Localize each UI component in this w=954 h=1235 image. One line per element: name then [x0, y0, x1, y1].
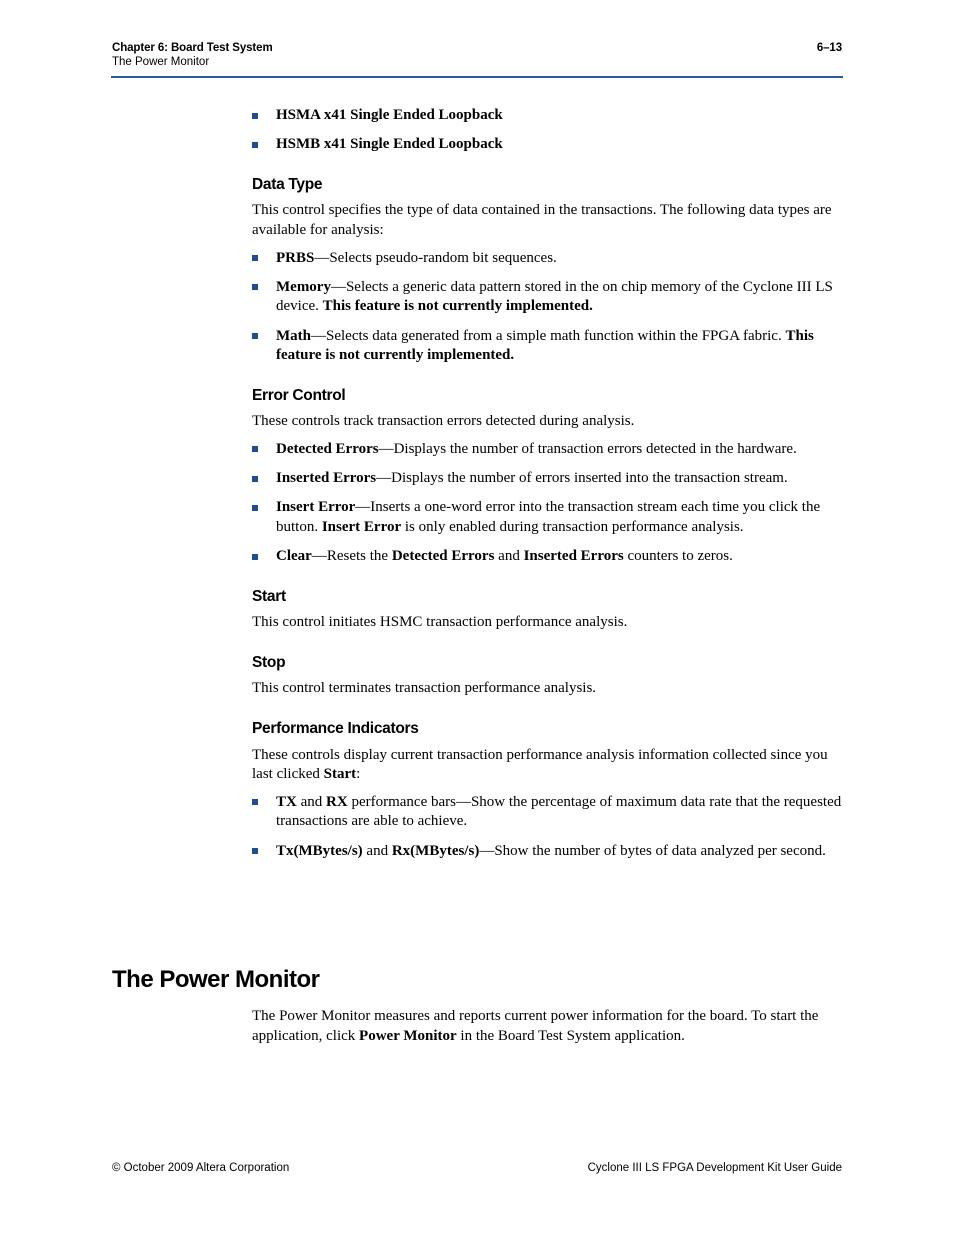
chapter-title: Chapter 6: Board Test System [112, 42, 273, 54]
list-item: Tx(MBytes/s) and Rx(MBytes/s)—Show the number of bytes of data analyzed per second. [252, 842, 844, 862]
list-item: Detected Errors—Displays the number of transaction errors detected in the hardware. [252, 440, 844, 460]
bullet-icon [252, 278, 276, 317]
section-title-power-monitor: The Power Monitor [112, 966, 320, 993]
bullet-icon [252, 327, 276, 366]
start-text: This control initiates HSMC transaction performance analysis. [252, 614, 628, 631]
data-type-intro: This control specifies the type of data contained in the transactions. The following data types are available for analysis: [252, 202, 832, 238]
heading-performance-indicators: Performance Indicators [252, 720, 419, 738]
page-header [112, 42, 842, 68]
performance-intro: These controls display current transaction performance analysis information collected since you last clicked Start: [252, 746, 828, 783]
bullet-icon [252, 793, 276, 832]
list-item [252, 106, 844, 126]
list-item: TX and RX performance bars—Show the percentage of maximum data rate that the requested transactions are able to achieve. [252, 793, 844, 832]
bullet-icon [252, 106, 276, 126]
list-item: PRBS—Selects pseudo-random bit sequences. [252, 249, 844, 269]
power-monitor-intro: The Power Monitor measures and reports current power information for the board. To start the application, click Power Monitor in the Board Test System application. [252, 1008, 819, 1044]
heading-error-control: Error Control [252, 386, 346, 404]
page-number: 6–13 [816, 42, 842, 54]
page-footer [112, 1162, 842, 1174]
heading-stop: Stop [252, 653, 286, 671]
heading-start: Start [252, 587, 286, 605]
bullet-icon [252, 469, 276, 489]
bullet-icon [252, 135, 276, 155]
list-item: Clear—Resets the Detected Errors and Inserted Errors counters to zeros. [252, 547, 844, 567]
list-item: Math—Selects data generated from a simple math function within the FPGA fabric. This feature is not currently implemented. [252, 327, 844, 366]
loopback-option: HSMB x41 Single Ended Loopback [276, 136, 503, 153]
list-item: Memory—Selects a generic data pattern stored in the on chip memory of the Cyclone III LS device. This feature is not currently implemented. [252, 278, 844, 317]
bullet-icon [252, 842, 276, 862]
main-content [252, 106, 844, 861]
section-name: The Power Monitor [112, 56, 210, 68]
error-control-intro: These controls track transaction errors detected during analysis. [252, 413, 635, 430]
footer-doc-title: Cyclone III LS FPGA Development Kit User Guide [587, 1162, 842, 1174]
list-item: Insert Error—Inserts a one-word error into the transaction stream each time you click the button. Insert Error is only enabled during transaction performance analysis. [252, 498, 844, 537]
list-item: Inserted Errors—Displays the number of errors inserted into the transaction stream. [252, 469, 844, 489]
bullet-icon [252, 249, 276, 269]
footer-copyright: © October 2009 Altera Corporation [112, 1162, 290, 1174]
bullet-icon [252, 547, 276, 567]
loopback-option: HSMA x41 Single Ended Loopback [276, 107, 503, 123]
stop-text: This control terminates transaction performance analysis. [252, 680, 597, 697]
list-item [252, 135, 844, 155]
bullet-icon [252, 498, 276, 537]
bullet-icon [252, 440, 276, 460]
header-rule [111, 76, 843, 78]
heading-data-type: Data Type [252, 175, 323, 193]
